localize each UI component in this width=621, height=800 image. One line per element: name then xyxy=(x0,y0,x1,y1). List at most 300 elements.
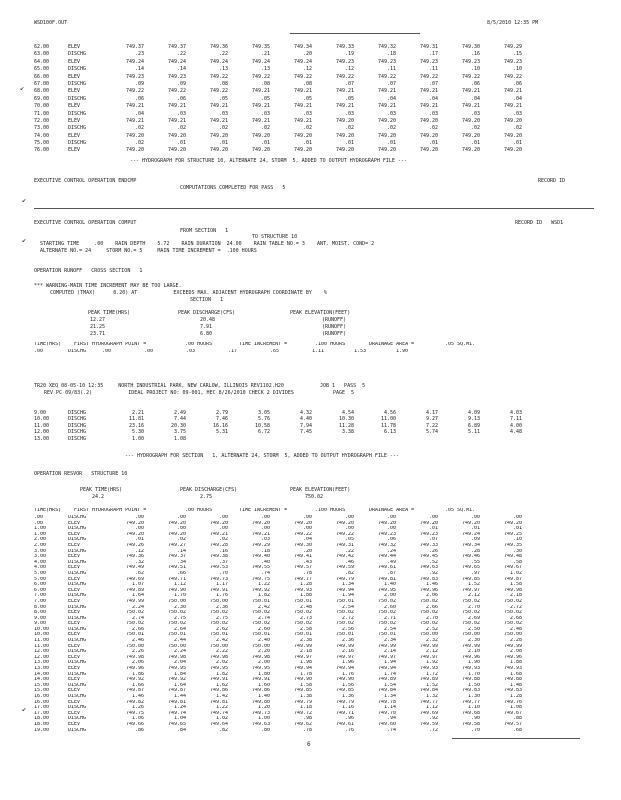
time-cell: 76.00 xyxy=(34,147,50,154)
value-cell: 749.34 xyxy=(293,44,312,50)
value-cell: .02 xyxy=(134,140,144,147)
value-cell: .68 xyxy=(512,727,522,733)
value-cell: 749.31 xyxy=(419,44,438,50)
value-cell: 2.48 xyxy=(509,626,522,632)
value-cell: 1.28 xyxy=(509,694,522,699)
value-cell: .80 xyxy=(260,727,270,733)
value-cell: .14 xyxy=(176,548,186,554)
value-cell: 2.56 xyxy=(341,626,354,632)
value-cell: 1.52 xyxy=(425,682,438,688)
value-cell: 2.24 xyxy=(131,604,144,610)
value-cell: 1.07 xyxy=(131,582,144,588)
value-cell: 7.45 xyxy=(299,429,312,436)
value-cell: .01 xyxy=(176,140,186,147)
value-cell: 749.26 xyxy=(125,542,144,548)
value-cell: 20.30 xyxy=(170,422,186,429)
value-cell: 749.23 xyxy=(167,73,186,80)
line-cell: .00 HOURS xyxy=(179,508,213,513)
line-cell: TIME(HRS) xyxy=(34,508,62,513)
value-cell: 749.87 xyxy=(167,688,186,694)
time-cell: 15.00 xyxy=(34,688,50,694)
value-cell: 7.22 xyxy=(425,422,438,429)
type-cell: ELEV xyxy=(68,117,81,124)
type-cell: DISCHG xyxy=(68,51,87,58)
type-cell: ELEV xyxy=(68,654,81,660)
value-cell: .00 xyxy=(428,515,438,520)
value-cell: 1.40 xyxy=(383,582,396,588)
value-cell: 749.24 xyxy=(209,58,228,65)
value-cell: 749.81 xyxy=(377,576,396,582)
value-cell: 749.21 xyxy=(167,103,186,110)
value-cell: 749.20 xyxy=(125,531,144,537)
value-cell: 1.50 xyxy=(467,682,480,688)
timing-values-1 xyxy=(34,349,594,354)
time-cell: 18.00 xyxy=(34,716,50,722)
value-cell: 749.97 xyxy=(293,654,312,660)
value-cell: 749.77 xyxy=(461,699,480,705)
value-cell: 749.36 xyxy=(209,44,228,50)
value-cell: 749.20 xyxy=(167,132,186,139)
operation-runoff: OPERATION RUNOFF CROSS SECTION 1 xyxy=(34,268,143,274)
value-cell: 750.00 xyxy=(503,632,522,638)
value-cell: 750.00 xyxy=(167,643,186,649)
value-cell: .08 xyxy=(218,80,228,87)
value-cell: 1.58 xyxy=(509,582,522,588)
margin-mark: ↙ xyxy=(22,196,27,204)
value-cell: 749.20 xyxy=(209,147,228,154)
value-cell xyxy=(228,436,270,442)
value-cell: .09 xyxy=(470,537,480,543)
time-cell: 15.00 xyxy=(34,682,50,688)
value-cell: 749.85 xyxy=(335,688,354,694)
value-cell: 5.11 xyxy=(467,429,480,436)
value-cell: 749.87 xyxy=(125,688,144,694)
value-cell: .72 xyxy=(428,727,438,733)
value-cell: .62 xyxy=(134,570,144,576)
value-cell: 749.88 xyxy=(503,677,522,683)
value-cell: 2.04 xyxy=(173,660,186,666)
type-cell: DISCHG xyxy=(68,582,87,588)
value-cell: 749.82 xyxy=(125,699,144,705)
type-cell: ELEV xyxy=(68,531,81,537)
value-cell: 749.99 xyxy=(419,643,438,649)
value-cell: 749.91 xyxy=(251,677,270,683)
table-row xyxy=(34,118,594,125)
value-cell: .03 xyxy=(386,110,396,117)
time-cell: 73.00 xyxy=(34,125,50,132)
value-cell: .74 xyxy=(386,727,396,733)
value-cell: 749.42 xyxy=(335,554,354,560)
value-cell: 2.44 xyxy=(173,638,186,644)
value-cell: 749.23 xyxy=(377,58,396,65)
type-cell: DISCHG xyxy=(68,559,87,565)
value-cell: 749.74 xyxy=(209,710,228,716)
value-cell: 750.02 xyxy=(167,610,186,616)
value-cell: 4.40 xyxy=(299,416,312,423)
value-cell: 749.21 xyxy=(335,103,354,110)
value-cell: .00 xyxy=(260,515,270,520)
peak2-elevation-header: PEAK ELEVATION(FEET) xyxy=(290,487,351,493)
value-cell: 749.21 xyxy=(251,103,270,110)
value-cell: 749.84 xyxy=(377,688,396,694)
type-cell: ELEV xyxy=(68,688,81,694)
value-cell: .07 xyxy=(344,80,354,87)
value-cell: .22 xyxy=(344,548,354,554)
value-cell: 749.20 xyxy=(335,147,354,154)
value-cell: 1.02 xyxy=(509,570,522,576)
value-cell: 1.56 xyxy=(341,682,354,688)
time-cell: 16.00 xyxy=(34,699,50,705)
value-cell: 1.52 xyxy=(467,582,480,588)
timing-header-1 xyxy=(34,342,594,347)
value-cell: .84 xyxy=(176,727,186,733)
type-cell: ELEV xyxy=(68,88,81,95)
value-cell: .02 xyxy=(302,125,312,132)
value-cell: 749.21 xyxy=(251,117,270,124)
value-cell: 2.62 xyxy=(215,626,228,632)
value-cell: 2.20 xyxy=(257,649,270,655)
value-cell: 749.98 xyxy=(251,654,270,660)
value-cell: 749.20 xyxy=(461,117,480,124)
value-cell: 749.97 xyxy=(335,654,354,660)
line-cell: .00 HOURS xyxy=(179,342,213,347)
value-cell: 750.00 xyxy=(167,598,186,604)
value-cell: 750.02 xyxy=(377,598,396,604)
value-cell: 749.21 xyxy=(125,117,144,124)
value-cell xyxy=(396,436,438,442)
type-cell: DISCHG xyxy=(68,429,87,436)
value-cell: 749.20 xyxy=(377,147,396,154)
type-cell: DISCHG xyxy=(68,716,87,722)
type-cell: DISCHG xyxy=(68,410,87,416)
value-cell: 749.81 xyxy=(167,699,186,705)
type-cell: DISCHG xyxy=(68,593,87,599)
value-cell: 1.32 xyxy=(425,694,438,699)
value-cell: 2.38 xyxy=(299,638,312,644)
value-cell: 1.62 xyxy=(215,682,228,688)
value-cell: .94 xyxy=(386,716,396,722)
value-cell: 749.90 xyxy=(335,677,354,683)
value-cell: 1.08 xyxy=(173,435,186,442)
value-cell: .01 xyxy=(512,526,522,532)
value-cell: 749.38 xyxy=(209,554,228,560)
value-cell: .06 xyxy=(470,80,480,87)
value-cell: 1.44 xyxy=(173,694,186,699)
value-cell: .88 xyxy=(512,716,522,722)
type-cell: ELEV xyxy=(68,677,81,683)
value-cell: .06 xyxy=(386,537,396,543)
value-cell: 749.73 xyxy=(209,576,228,582)
value-cell: .74 xyxy=(260,570,270,576)
value-cell: 2.22 xyxy=(215,649,228,655)
value-cell: 749.20 xyxy=(125,147,144,154)
type-cell: ELEV xyxy=(68,103,81,110)
value-cell: 749.78 xyxy=(377,699,396,705)
value-cell: 749.28 xyxy=(209,542,228,548)
value-cell: 4.09 xyxy=(467,410,480,416)
time-cell: 18.00 xyxy=(34,721,50,727)
value-cell: 5.74 xyxy=(425,429,438,436)
value-cell: .70 xyxy=(470,727,480,733)
value-cell: 1.98 xyxy=(299,660,312,666)
value-cell: 749.20 xyxy=(419,132,438,139)
value-cell: 750.02 xyxy=(503,621,522,627)
value-cell: 23.16 xyxy=(128,422,144,429)
value-cell: 749.95 xyxy=(251,666,270,672)
hydrograph-note-2: --- HYDROGRAPH FOR SECTION 1, ALTERNATE 24, STORM 5, ADDED TO OUTPUT HYDROGRAPH FILE --- xyxy=(125,453,399,459)
value-cell: .08 xyxy=(260,80,270,87)
value-cell: .00 xyxy=(386,515,396,520)
value-cell: 749.29 xyxy=(251,542,270,548)
value-cell: .10 xyxy=(470,66,480,73)
value-cell: 1.80 xyxy=(257,671,270,677)
value-cell: 2.06 xyxy=(425,593,438,599)
value-cell: .15 xyxy=(512,51,522,58)
value-cell: 749.95 xyxy=(167,666,186,672)
type-cell: DISCHG xyxy=(68,66,87,73)
value-cell: .00 xyxy=(260,526,270,532)
value-cell: 750.01 xyxy=(251,598,270,604)
type-cell: ELEV xyxy=(68,520,81,526)
value-cell: 1.46 xyxy=(425,582,438,588)
value-cell: .00 xyxy=(134,515,144,520)
value-cell: 2.28 xyxy=(509,638,522,644)
value-cell: 749.69 xyxy=(419,710,438,716)
margin-mark: ↙ xyxy=(22,236,27,244)
value-cell: 2.70 xyxy=(467,604,480,610)
value-cell: 749.48 xyxy=(503,554,522,560)
type-cell: ELEV xyxy=(68,621,81,627)
value-cell: 2.68 xyxy=(509,615,522,621)
value-cell: 2.73 xyxy=(299,615,312,621)
value-cell: 2.75 xyxy=(215,615,228,621)
value-cell: 749.95 xyxy=(209,666,228,672)
type-cell: ELEV xyxy=(68,147,81,154)
value-cell: 749.63 xyxy=(419,565,438,571)
line-cell: DRAINAGE AREA = xyxy=(369,508,415,513)
value-cell: 749.51 xyxy=(167,565,186,571)
value-cell: 749.24 xyxy=(251,58,270,65)
value-cell: 2.24 xyxy=(173,649,186,655)
value-cell: 1.82 xyxy=(215,671,228,677)
hydrograph-note-1: --- HYDROGRAPH FOR STRUCTURE 10, ALTERNATE 24, STORM 5, ADDED TO OUTPUT HYDROGRAPH FILE --- xyxy=(130,158,407,164)
value-cell: 2.02 xyxy=(215,660,228,666)
value-cell: .12 xyxy=(302,66,312,73)
line-cell: TIME INCREMENT = xyxy=(239,508,288,513)
time-cell: 17.00 xyxy=(34,710,50,716)
type-cell: ELEV xyxy=(68,587,81,593)
line-cell: TIME INCREMENT = xyxy=(239,342,288,347)
time-cell: 16.00 xyxy=(34,694,50,699)
value-cell: 6.72 xyxy=(257,429,270,436)
value-cell: 749.23 xyxy=(377,531,396,537)
value-cell: 749.37 xyxy=(167,44,186,50)
table-row xyxy=(34,66,594,73)
value-cell: 749.87 xyxy=(503,576,522,582)
type-cell: ELEV xyxy=(68,73,81,80)
value-cell: 1.24 xyxy=(173,705,186,711)
time-cell: 4.00 xyxy=(34,559,47,565)
value-cell: 750.02 xyxy=(209,610,228,616)
peak-elevation-header: PEAK ELEVATION(FEET) xyxy=(290,310,351,316)
value-cell: 7.94 xyxy=(299,422,312,429)
value-cell: .10 xyxy=(512,537,522,543)
value-cell: .66 xyxy=(176,570,186,576)
value-cell: 1.48 xyxy=(509,682,522,688)
value-cell: .10 xyxy=(512,66,522,73)
time-cell: 14.00 xyxy=(34,677,50,683)
value-cell: 10.58 xyxy=(254,422,270,429)
value-cell: 1.16 xyxy=(341,705,354,711)
value-cell: .17 xyxy=(428,51,438,58)
value-cell: 750.00 xyxy=(125,643,144,649)
value-cell: .11 xyxy=(386,66,396,73)
elevation-discharge-table-3 xyxy=(34,515,594,733)
value-cell: .90 xyxy=(470,716,480,722)
value-cell: 749.20 xyxy=(167,147,186,154)
value-cell: .02 xyxy=(176,537,186,543)
time-cell: 69.00 xyxy=(34,95,50,102)
page-number: 6 xyxy=(307,741,311,748)
value-cell: .00 xyxy=(344,526,354,532)
value-cell: 749.44 xyxy=(377,554,396,560)
value-cell: 1.12 xyxy=(425,705,438,711)
value-cell: .03 xyxy=(218,110,228,117)
value-cell: 749.22 xyxy=(167,88,186,95)
value-cell: 749.96 xyxy=(461,654,480,660)
value-cell: 749.22 xyxy=(335,73,354,80)
value-cell: 749.21 xyxy=(419,88,438,95)
table-row xyxy=(34,349,594,354)
time-cell: 5.00 xyxy=(34,576,47,582)
value-cell: 749.20 xyxy=(461,147,480,154)
value-cell: .06 xyxy=(512,80,522,87)
value-cell: .00 xyxy=(176,526,186,532)
line-cell: .100 HOURS xyxy=(309,508,346,513)
peak-time-header: PEAK TIME(HRS) xyxy=(88,310,131,316)
value-cell: .03 xyxy=(344,110,354,117)
time-cell: 12.00 xyxy=(34,654,50,660)
value-cell: 1.02 xyxy=(215,716,228,722)
value-cell: .00 xyxy=(218,526,228,532)
value-cell: 749.86 xyxy=(251,688,270,694)
value-cell: 7.46 xyxy=(215,416,228,423)
value-cell: .00 xyxy=(218,515,228,520)
value-cell: 749.21 xyxy=(209,103,228,110)
value-cell xyxy=(354,436,396,442)
value-cell: 750.02 xyxy=(377,610,396,616)
value-cell: 749.85 xyxy=(293,688,312,694)
value-cell: 749.67 xyxy=(503,565,522,571)
value-cell: .13 xyxy=(218,66,228,73)
value-cell: .03 xyxy=(512,110,522,117)
value-cell: .92 xyxy=(428,716,438,722)
value-cell: 749.79 xyxy=(293,699,312,705)
value-cell: 750.01 xyxy=(125,632,144,638)
value-cell: 749.84 xyxy=(419,688,438,694)
line-cell: .00 xyxy=(102,349,112,354)
timing-header-2 xyxy=(34,508,594,513)
value-cell: 749.63 xyxy=(251,721,270,727)
value-cell: 2.34 xyxy=(383,638,396,644)
type-cell: ELEV xyxy=(68,610,81,616)
time-cell: 3.00 xyxy=(34,548,47,554)
value-cell: .01 xyxy=(344,140,354,147)
value-cell: 1.04 xyxy=(173,716,186,722)
value-cell: 1.86 xyxy=(131,671,144,677)
time-cell: 1.00 xyxy=(34,526,47,532)
table-row xyxy=(34,436,594,442)
value-cell: .32 xyxy=(134,559,144,565)
value-cell: 1.76 xyxy=(341,671,354,677)
value-cell: .04 xyxy=(386,95,396,102)
value-cell: 749.24 xyxy=(125,58,144,65)
value-cell: 749.34 xyxy=(461,542,480,548)
value-cell: 749.20 xyxy=(167,531,186,537)
value-cell: 1.82 xyxy=(257,593,270,599)
value-cell: 749.23 xyxy=(503,58,522,65)
value-cell: 2.32 xyxy=(425,638,438,644)
value-cell: 749.21 xyxy=(209,531,228,537)
type-cell: DISCHG xyxy=(68,705,87,711)
value-cell: 5.31 xyxy=(215,429,228,436)
value-cell: 749.97 xyxy=(377,654,396,660)
value-cell: 749.22 xyxy=(293,531,312,537)
value-cell: 1.38 xyxy=(299,694,312,699)
value-cell: .82 xyxy=(344,570,354,576)
value-cell: 1.20 xyxy=(257,705,270,711)
value-cell: 1.36 xyxy=(341,694,354,699)
value-cell: 749.74 xyxy=(167,710,186,716)
value-cell: 750.01 xyxy=(209,632,228,638)
type-cell: ELEV xyxy=(68,58,81,65)
value-cell: 750.00 xyxy=(209,598,228,604)
value-cell: 1.00 xyxy=(131,435,144,442)
type-cell: DISCHG xyxy=(68,615,87,621)
value-cell: .06 xyxy=(176,95,186,102)
value-cell: 749.20 xyxy=(503,132,522,139)
value-cell: 7.44 xyxy=(173,416,186,423)
tr20-header: TR20 XEQ 08-05-10 12:35 NORTH INDUSTRIAL PARK, NEW CARLOW, ILLINOIS REV1102.H20 JOB 1 PASS 5 xyxy=(34,383,366,389)
value-cell: .02 xyxy=(176,125,186,132)
value-cell: .02 xyxy=(218,537,228,543)
value-cell: 3.38 xyxy=(341,429,354,436)
time-cell: 62.00 xyxy=(34,44,50,50)
value-cell: 1.88 xyxy=(299,593,312,599)
value-cell: 2.52 xyxy=(425,626,438,632)
time-cell: 74.00 xyxy=(34,132,50,139)
value-cell: 2.36 xyxy=(341,638,354,644)
value-cell: 5.30 xyxy=(131,429,144,436)
value-cell: 749.99 xyxy=(293,643,312,649)
value-cell: 749.90 xyxy=(293,677,312,683)
peak2-time-header: PEAK TIME(HRS) xyxy=(80,487,123,493)
value-cell: 749.33 xyxy=(419,542,438,548)
table-row xyxy=(34,125,594,132)
value-cell: 1.70 xyxy=(467,671,480,677)
value-cell: 749.20 xyxy=(419,520,438,526)
value-cell: 749.58 xyxy=(461,721,480,727)
value-cell: 749.96 xyxy=(125,666,144,672)
line-cell: DISCHG xyxy=(68,349,87,354)
from-section: FROM SECTION 1 xyxy=(180,228,229,234)
value-cell: 749.64 xyxy=(209,721,228,727)
footer-rule xyxy=(452,738,580,739)
value-cell xyxy=(438,436,480,442)
line-cell: 1.53 xyxy=(354,349,367,354)
time-cell: 17.00 xyxy=(34,705,50,711)
value-cell: 749.85 xyxy=(461,576,480,582)
